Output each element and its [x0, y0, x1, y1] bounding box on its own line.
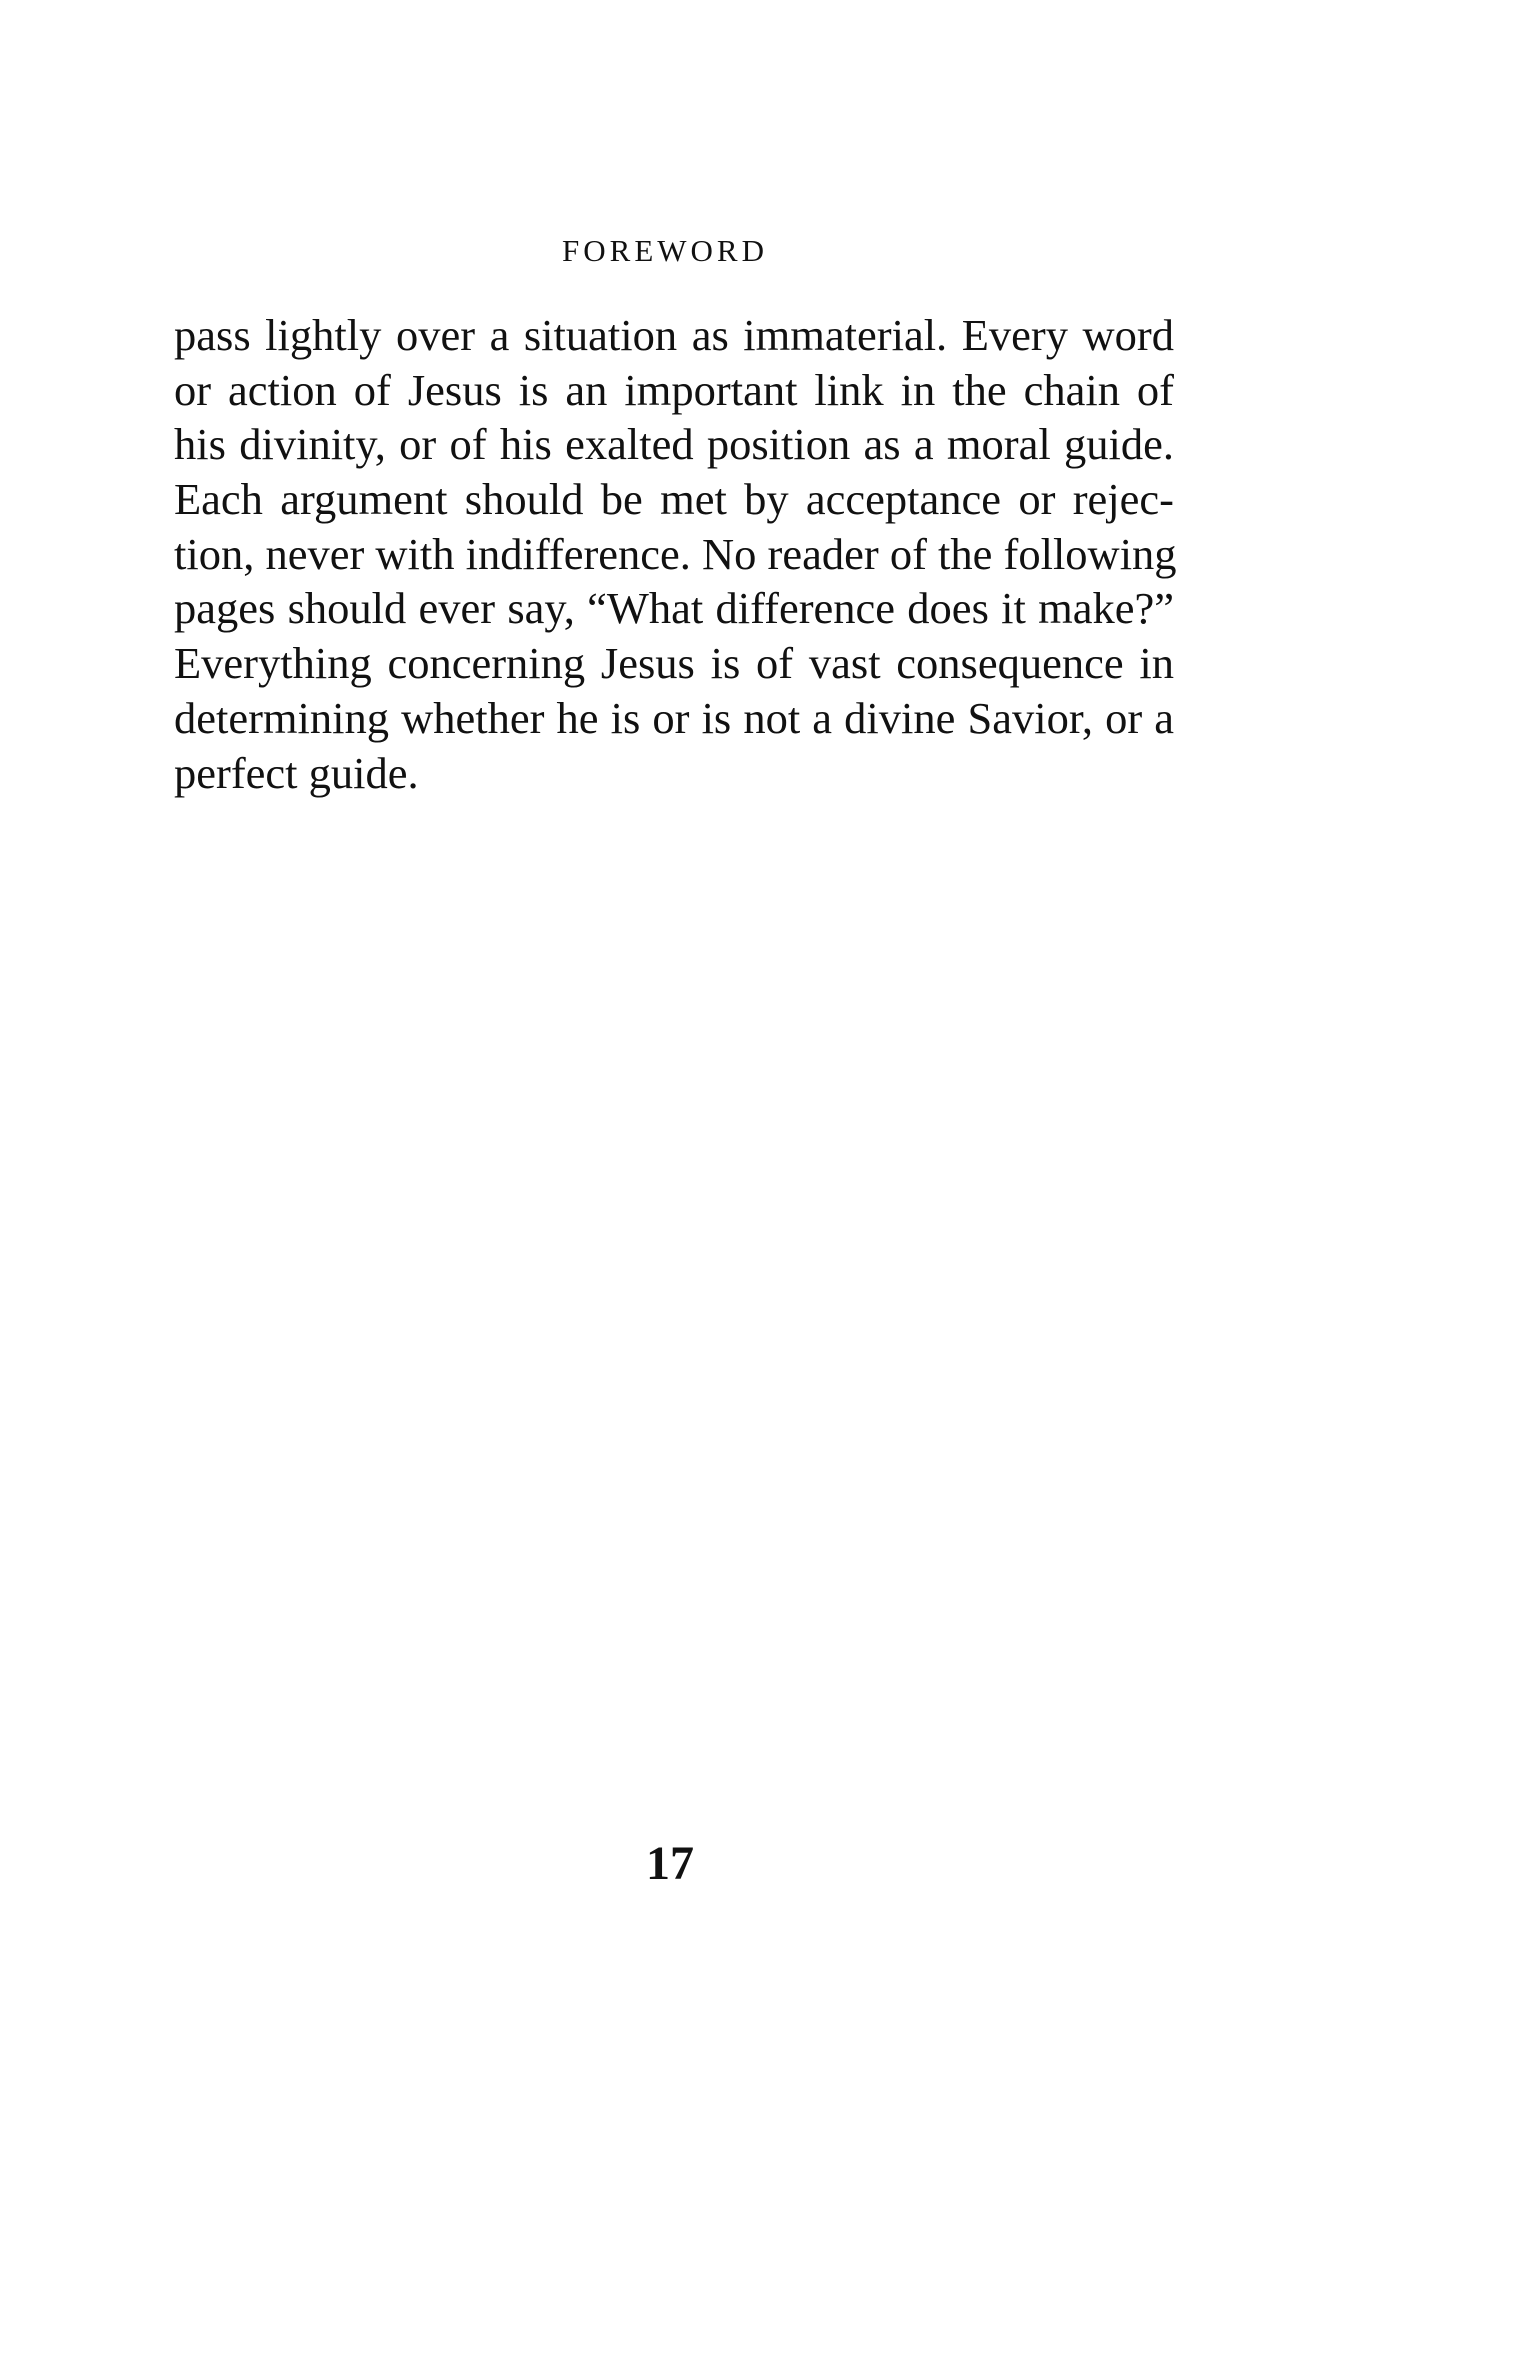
body-paragraph: [174, 308, 1177, 800]
text-line: his divinity, or of his exalted position as a moral guide.: [174, 419, 1174, 470]
text-line: Each argument should be met by acceptance or rejec-: [174, 474, 1174, 525]
text-line: or action of Jesus is an important link in the chain of: [174, 364, 1174, 415]
text-line: pages should ever say, “What difference does it make?”: [174, 583, 1174, 634]
text-line: Everything concerning Jesus is of vast consequence in: [174, 638, 1174, 689]
text-line: pass lightly over a situation as immaterial. Every word: [174, 310, 1174, 360]
text-line: perfect guide.: [174, 747, 419, 798]
text-line: determining whether he is or is not a divine Savior, or a: [174, 692, 1174, 743]
running-head: FOREWORD: [562, 233, 768, 268]
page-number: 17: [646, 1837, 694, 1890]
text-line: tion, never with indifference. No reader of the following: [174, 528, 1177, 579]
